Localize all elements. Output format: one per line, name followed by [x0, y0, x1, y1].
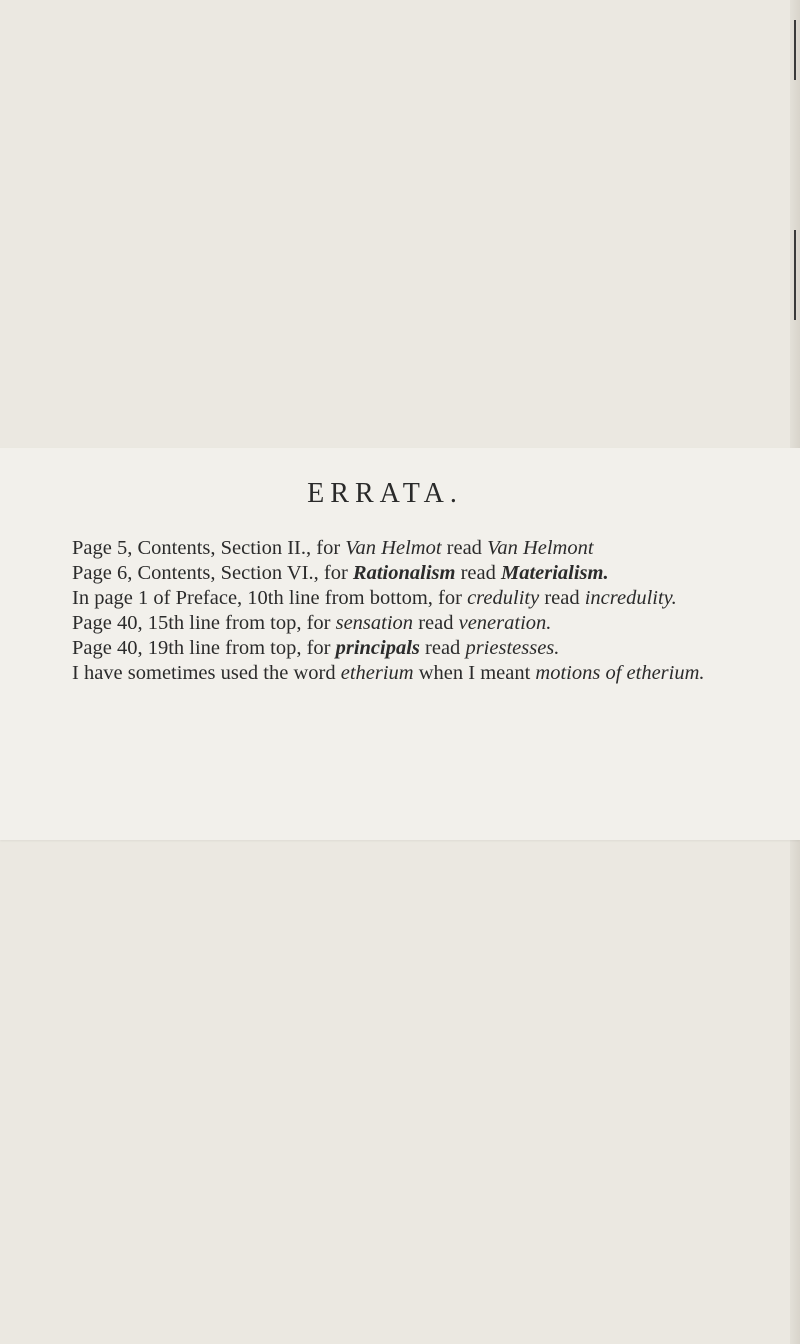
entry-correct-term: motions of etherium. — [535, 662, 705, 684]
errata-list — [72, 536, 752, 686]
entry-text: when I meant — [413, 662, 536, 684]
errata-heading: ERRATA. — [307, 478, 463, 509]
entry-text: read — [539, 587, 585, 609]
errata-entry — [72, 636, 752, 661]
entry-wrong-term: etherium — [340, 662, 414, 684]
entry-wrong-term: principals — [335, 637, 420, 659]
errata-entry — [72, 536, 752, 561]
entry-text: Page 40, 19th line from top, for — [72, 637, 336, 659]
errata-entry — [72, 561, 752, 586]
entry-text: read — [441, 537, 488, 559]
entry-wrong-term: Van Helmot — [345, 537, 442, 559]
entry-wrong-term: sensation — [335, 612, 414, 634]
entry-text: Page 40, 15th line from top, for — [72, 612, 336, 634]
errata-entry — [72, 661, 735, 686]
entry-text: read — [455, 562, 501, 584]
entry-correct-term: Materialism. — [500, 562, 609, 584]
errata-entry — [72, 611, 752, 636]
entry-text: read — [419, 637, 466, 659]
entry-wrong-term: credulity — [467, 587, 540, 609]
edge-mark — [794, 20, 796, 80]
entry-correct-term: priestesses. — [465, 637, 560, 659]
entry-wrong-term: Rationalism — [352, 562, 456, 584]
entry-text: In page 1 of Preface, 10th line from bottom, for — [72, 587, 468, 609]
entry-text: I have sometimes used the word — [72, 662, 341, 684]
edge-mark — [794, 230, 796, 320]
entry-correct-term: veneration. — [458, 612, 552, 634]
errata-entry — [72, 586, 735, 611]
entry-text: Page 5, Contents, Section II., for — [72, 537, 346, 559]
entry-correct-term: incredulity. — [584, 587, 677, 609]
entry-text: read — [413, 612, 459, 634]
entry-correct-term: Van Helmont — [487, 537, 594, 559]
entry-text: Page 6, Contents, Section VI., for — [72, 562, 353, 584]
